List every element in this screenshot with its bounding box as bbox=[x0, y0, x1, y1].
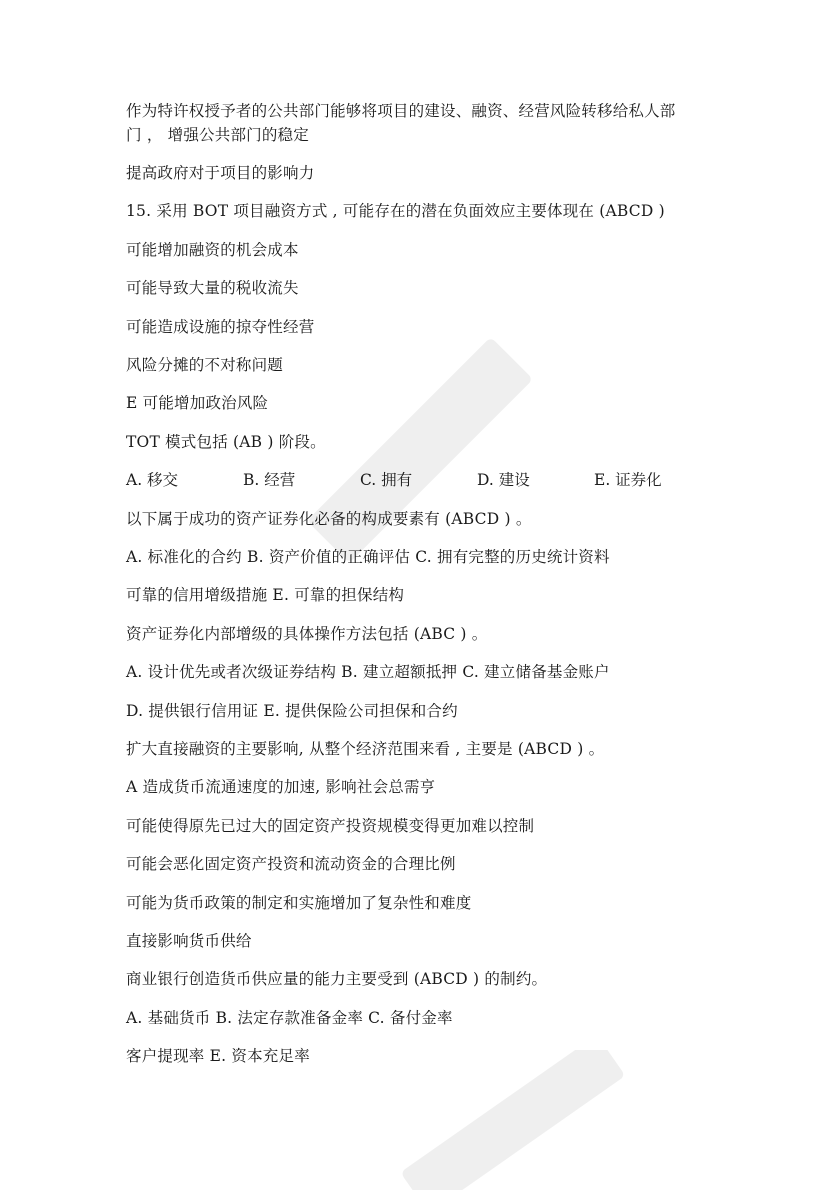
text-line-15: A. 设计优先或者次级证券结构 B. 建立超额抵押 C. 建立储备基金账户 bbox=[126, 663, 610, 681]
text-line-16: D. 提供银行信用证 E. 提供保险公司担保和合约 bbox=[126, 702, 458, 720]
text-line-12: A. 标准化的合约 B. 资产价值的正确评估 C. 拥有完整的历史统计资料 bbox=[126, 548, 610, 566]
text-line-24: A. 基础货币 B. 法定存款准备金率 C. 备付金率 bbox=[126, 1009, 453, 1027]
text-line-3: 提高政府对于项目的影响力 bbox=[126, 164, 315, 182]
text-line-20: 可能会恶化固定资产投资和流动资金的合理比例 bbox=[126, 855, 456, 873]
text-line-2: 门 ， 增强公共部门的稳定 bbox=[126, 126, 309, 144]
text-line-6: 可能导致大量的税收流失 bbox=[126, 279, 299, 297]
question-securitization: 以下属于成功的资产证券化必备的构成要素有 (ABCD ) 。 bbox=[126, 510, 532, 528]
question-internal-enhancement: 资产证券化内部增级的具体操作方法包括 (ABC ) 。 bbox=[126, 625, 488, 643]
tot-option-d: D. 建设 bbox=[477, 471, 530, 489]
question-tot: TOT 模式包括 (AB ) 阶段。 bbox=[126, 433, 326, 451]
text-line-8: 风险分摊的不对称问题 bbox=[126, 356, 284, 374]
tot-option-b: B. 经营 bbox=[243, 471, 296, 489]
text-line-25: 客户提现率 E. 资本充足率 bbox=[126, 1047, 310, 1065]
question-15: 15. 采用 BOT 项目融资方式 , 可能存在的潜在负面效应主要体现在 (ABCD ) bbox=[126, 202, 665, 220]
text-line-21: 可能为货币政策的制定和实施增加了复杂性和难度 bbox=[126, 894, 472, 912]
text-line-22: 直接影响货币供给 bbox=[126, 932, 252, 950]
text-line-18: A 造成货币流通速度的加速, 影响社会总需亨 bbox=[126, 778, 436, 796]
question-money-supply: 商业银行创造货币供应量的能力主要受到 (ABCD ) 的制约。 bbox=[126, 970, 548, 988]
tot-option-e: E. 证券化 bbox=[594, 471, 662, 489]
text-line-7: 可能造成设施的掠夺性经营 bbox=[126, 318, 315, 336]
text-line-19: 可能使得原先已过大的固定资产投资规模变得更加难以控制 bbox=[126, 817, 535, 835]
text-line-13: 可靠的信用增级措施 E. 可靠的担保结构 bbox=[126, 586, 405, 604]
tot-option-c: C. 拥有 bbox=[360, 471, 413, 489]
text-line-1: 作为特许权授予者的公共部门能够将项目的建设、融资、经营风险转移给私人部 bbox=[126, 102, 676, 120]
watermark-logo-icon-bottom bbox=[380, 1050, 640, 1190]
text-line-9: E 可能增加政治风险 bbox=[126, 394, 269, 412]
question-direct-financing: 扩大直接融资的主要影响, 从整个经济范围来看 , 主要是 (ABCD ) 。 bbox=[126, 740, 605, 758]
text-line-5: 可能增加融资的机会成本 bbox=[126, 241, 299, 259]
tot-option-a: A. 移交 bbox=[126, 471, 179, 489]
